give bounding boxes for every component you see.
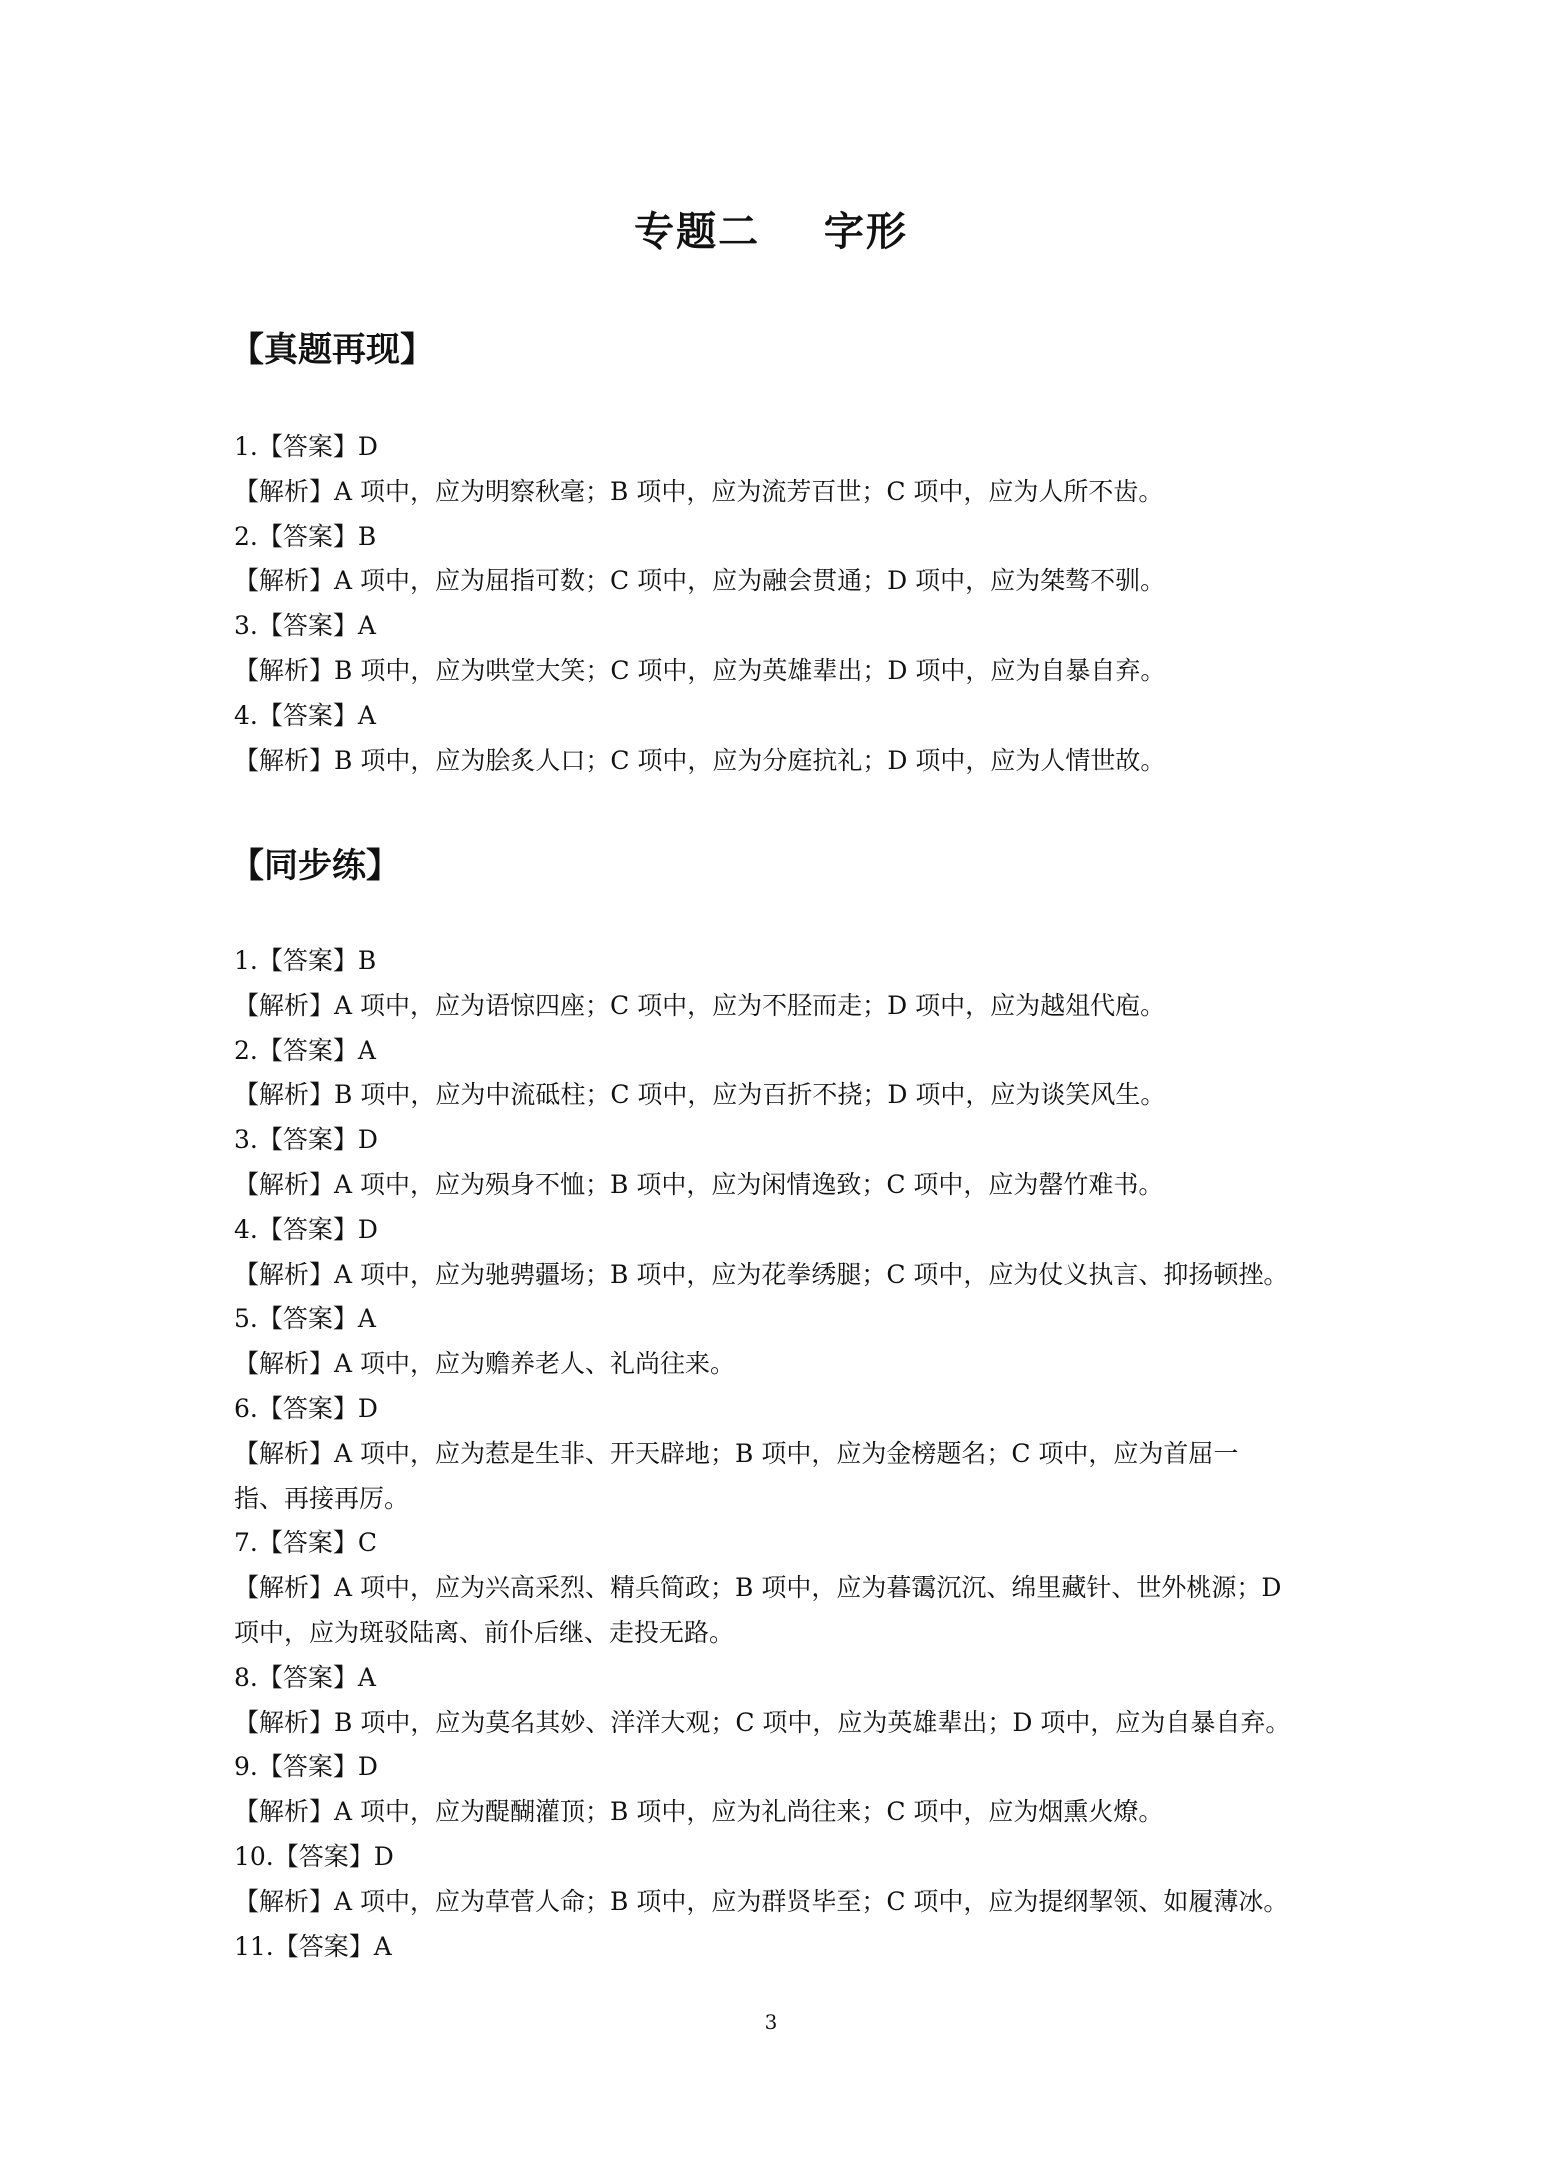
section-practice-answers — [234, 939, 1314, 1969]
explanation-line: 【解析】A 项中，应为赡养老人、礼尚往来。 — [234, 1349, 736, 1379]
answer-line: 1.【答案】B — [234, 946, 377, 975]
explanation-line: 【解析】A 项中，应为语惊四座；C 项中，应为不胫而走；D 项中，应为越俎代庖。 — [234, 990, 1166, 1020]
answer-line: 3.【答案】D — [234, 1125, 378, 1155]
answer-line: 6.【答案】D — [234, 1393, 378, 1423]
explanation-line: 【解析】B 项中，应为莫名其妙、洋洋大观；C 项中，应为英雄辈出；D 项中，应为自暴自弃。 — [234, 1707, 1291, 1737]
explanation-line: 【解析】A 项中，应为兴高采烈、精兵简政；B 项中，应为暮霭沉沉、绵里藏针、世外桃源；D — [234, 1573, 1282, 1603]
section-heading-real-exam: 【真题再现】 — [230, 330, 434, 370]
section-real-exam-answers — [234, 425, 1314, 783]
answer-line: 11.【答案】A — [234, 1931, 392, 1961]
explanation-line: 【解析】A 项中，应为醍醐灌顶；B 项中，应为礼尚往来；C 项中，应为烟熏火燎。 — [234, 1797, 1164, 1827]
answer-line: 1.【答案】D — [234, 432, 378, 461]
answer-line: 9.【答案】D — [234, 1752, 378, 1782]
answer-line: 2.【答案】B — [234, 521, 377, 551]
answer-line: 7.【答案】C — [234, 1528, 377, 1558]
answer-line: 3.【答案】A — [234, 611, 376, 641]
explanation-line: 【解析】A 项中，应为驰骋疆场；B 项中，应为花拳绣腿；C 项中，应为仗义执言、抑扬顿挫。 — [234, 1259, 1289, 1289]
section-heading-practice: 【同步练】 — [230, 846, 400, 886]
explanation-line: 【解析】A 项中，应为草菅人命；B 项中，应为群贤毕至；C 项中，应为提纲挈领、如履薄冰。 — [234, 1886, 1289, 1916]
explanation-line: 【解析】A 项中，应为屈指可数；C 项中，应为融会贯通；D 项中，应为桀骜不驯。 — [234, 566, 1166, 596]
explanation-line: 【解析】B 项中，应为哄堂大笑；C 项中，应为英雄辈出；D 项中，应为自暴自弃。 — [234, 655, 1166, 685]
page-title: 专题二 字形 — [634, 209, 908, 255]
explanation-line: 指、再接再厉。 — [234, 1483, 410, 1513]
explanation-line: 【解析】B 项中，应为中流砥柱；C 项中，应为百折不挠；D 项中，应为谈笑风生。 — [234, 1080, 1166, 1110]
explanation-line: 项中，应为斑驳陆离、前仆后继、走投无路。 — [234, 1617, 735, 1647]
explanation-line: 【解析】A 项中，应为明察秋毫；B 项中，应为流芳百世；C 项中，应为人所不齿。 — [234, 476, 1164, 506]
answer-line: 2.【答案】A — [234, 1035, 376, 1065]
answer-line: 4.【答案】A — [234, 700, 376, 730]
explanation-line: 【解析】B 项中，应为脍炙人口；C 项中，应为分庭抗礼；D 项中，应为人情世故。 — [234, 745, 1166, 775]
answer-line: 10.【答案】D — [234, 1841, 394, 1871]
answer-line: 5.【答案】A — [234, 1304, 376, 1334]
answer-line: 4.【答案】D — [234, 1214, 378, 1244]
explanation-line: 【解析】A 项中，应为惹是生非、开天辟地；B 项中，应为金榜题名；C 项中，应为首屈一 — [234, 1438, 1239, 1468]
answer-line: 8.【答案】A — [234, 1662, 376, 1692]
explanation-line: 【解析】A 项中，应为殒身不恤；B 项中，应为闲情逸致；C 项中，应为罄竹难书。 — [234, 1169, 1164, 1199]
page-number: 3 — [764, 2010, 778, 2034]
